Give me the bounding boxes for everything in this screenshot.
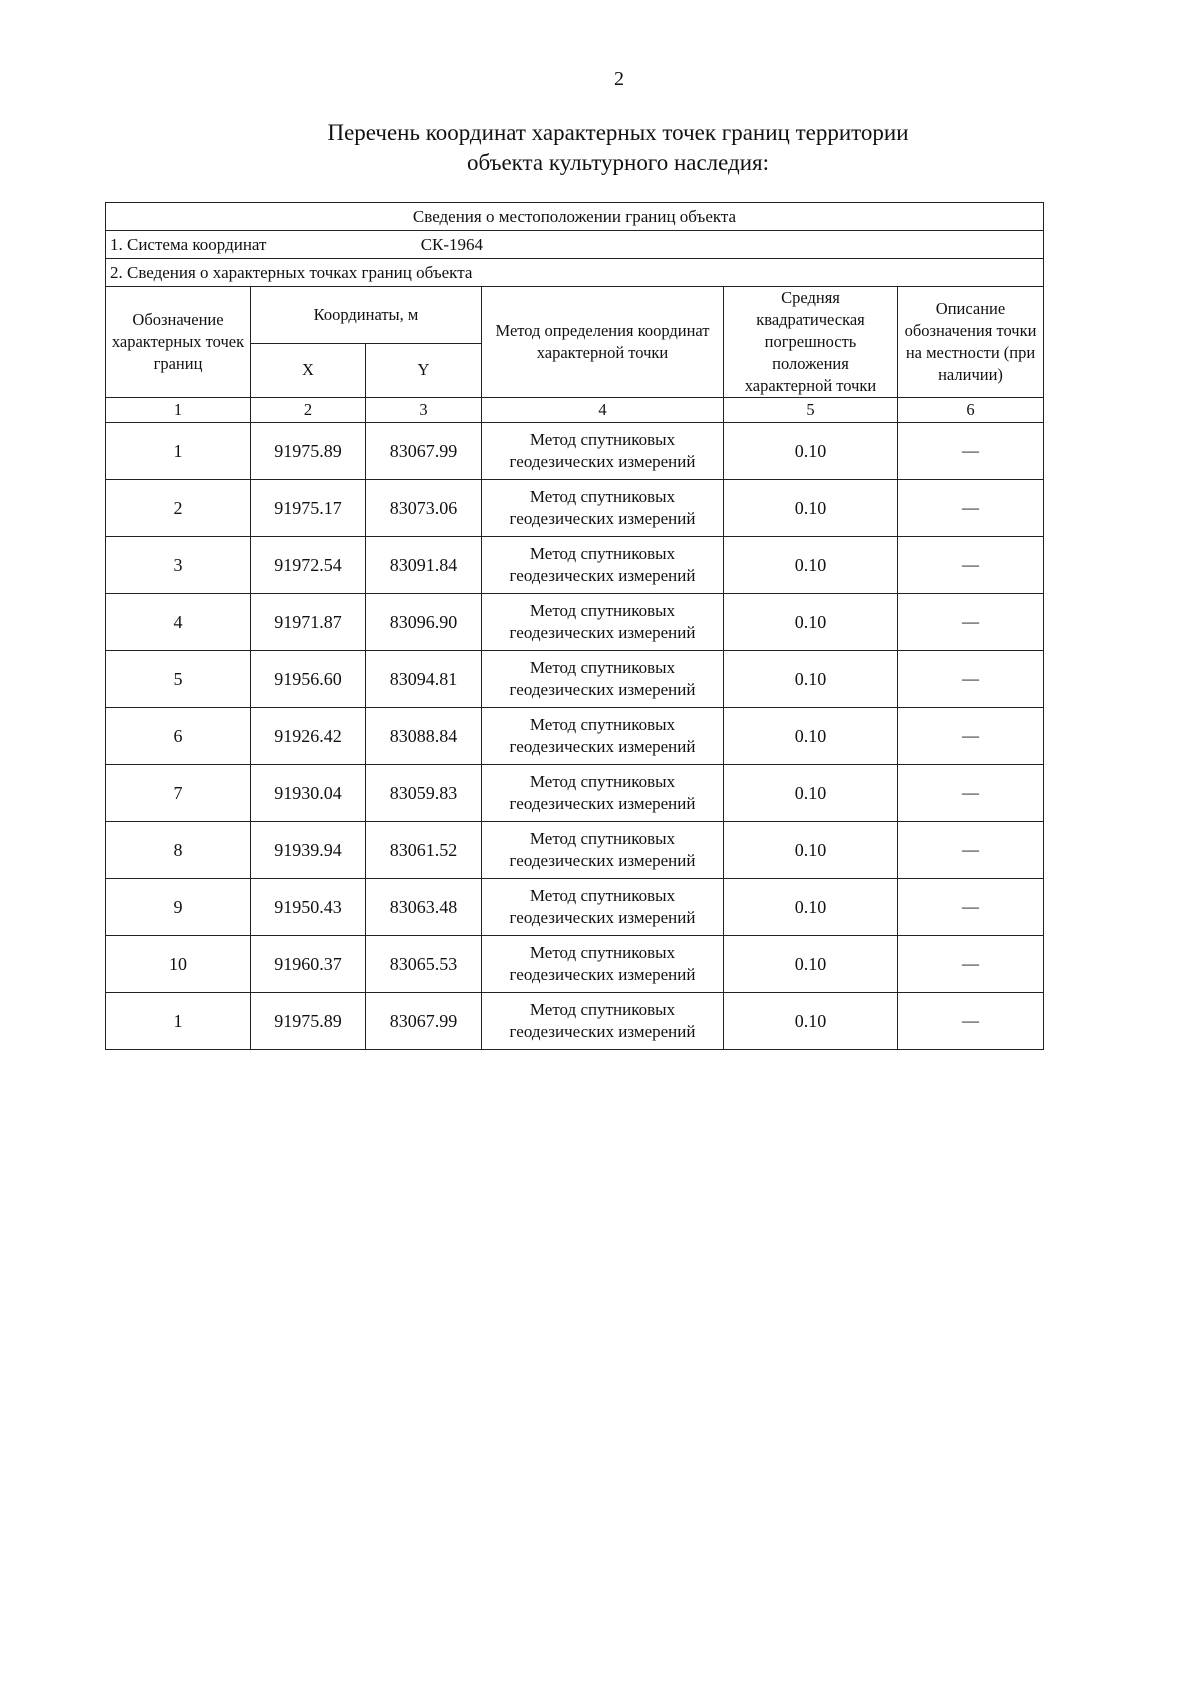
coordinate-y: 83096.90 xyxy=(366,594,482,651)
column-number: 4 xyxy=(482,398,724,423)
point-number: 5 xyxy=(106,651,251,708)
coordinate-x: 91960.37 xyxy=(251,936,366,993)
table-row xyxy=(106,594,1044,651)
point-number: 7 xyxy=(106,765,251,822)
coordinate-y: 83091.84 xyxy=(366,537,482,594)
table-row xyxy=(106,936,1044,993)
rms-error: 0.10 xyxy=(724,765,898,822)
coordinate-y: 83065.53 xyxy=(366,936,482,993)
table-row xyxy=(106,423,1044,480)
coord-system-value: СК-1964 xyxy=(420,234,484,254)
table-row xyxy=(106,822,1044,879)
method-line-2: геодезических измерений xyxy=(509,566,696,585)
column-number: 1 xyxy=(106,398,251,423)
rms-error: 0.10 xyxy=(724,423,898,480)
rms-error: 0.10 xyxy=(724,822,898,879)
coordinate-y: 83088.84 xyxy=(366,708,482,765)
description: — xyxy=(898,480,1044,537)
method-line-2: геодезических измерений xyxy=(509,509,696,528)
coordinate-x: 91939.94 xyxy=(251,822,366,879)
coordinates-table xyxy=(105,202,1044,1050)
coordinate-y: 83094.81 xyxy=(366,651,482,708)
coordinate-x: 91930.04 xyxy=(251,765,366,822)
method-cell xyxy=(482,594,724,651)
point-number: 6 xyxy=(106,708,251,765)
column-numbers-row xyxy=(106,398,1044,423)
coordinate-y: 83067.99 xyxy=(366,423,482,480)
method-line-1: Метод спутниковых xyxy=(529,886,676,905)
column-number: 5 xyxy=(724,398,898,423)
coord-system-row xyxy=(106,231,1044,259)
description: — xyxy=(898,993,1044,1050)
description: — xyxy=(898,423,1044,480)
rms-error: 0.10 xyxy=(724,879,898,936)
method-cell xyxy=(482,651,724,708)
point-number: 4 xyxy=(106,594,251,651)
method-line-2: геодезических измерений xyxy=(509,965,696,984)
coordinate-x: 91950.43 xyxy=(251,879,366,936)
table-row xyxy=(106,993,1044,1050)
method-cell xyxy=(482,708,724,765)
description: — xyxy=(898,765,1044,822)
coordinate-x: 91971.87 xyxy=(251,594,366,651)
coordinate-y: 83073.06 xyxy=(366,480,482,537)
table-row xyxy=(106,708,1044,765)
point-number: 8 xyxy=(106,822,251,879)
method-line-1: Метод спутниковых xyxy=(529,772,676,791)
table-caption: Сведения о местоположении границ объекта xyxy=(106,203,1044,231)
method-cell xyxy=(482,822,724,879)
coordinate-x: 91926.42 xyxy=(251,708,366,765)
method-cell xyxy=(482,423,724,480)
header-method: Метод определения координат характерной точки xyxy=(482,287,724,398)
method-line-1: Метод спутниковых xyxy=(529,601,676,620)
description: — xyxy=(898,879,1044,936)
method-line-1: Метод спутниковых xyxy=(529,943,676,962)
header-coordinates: Координаты, м xyxy=(251,287,482,344)
description: — xyxy=(898,822,1044,879)
description: — xyxy=(898,537,1044,594)
method-line-2: геодезических измерений xyxy=(509,623,696,642)
page-number: 2 xyxy=(614,68,624,90)
coordinate-y: 83059.83 xyxy=(366,765,482,822)
method-line-2: геодезических измерений xyxy=(509,794,696,813)
table-row xyxy=(106,537,1044,594)
coordinate-x: 91975.89 xyxy=(251,423,366,480)
header-rms-error: Средняя квадратическая погрешность положения характерной точки xyxy=(724,287,898,398)
method-cell xyxy=(482,537,724,594)
table-row xyxy=(106,879,1044,936)
table-header xyxy=(106,203,1044,423)
rms-error: 0.10 xyxy=(724,651,898,708)
point-number: 3 xyxy=(106,537,251,594)
rms-error: 0.10 xyxy=(724,537,898,594)
points-section-label: 2. Сведения о характерных точках границ объекта xyxy=(106,259,1044,287)
method-cell xyxy=(482,480,724,537)
method-line-1: Метод спутниковых xyxy=(529,715,676,734)
method-line-1: Метод спутниковых xyxy=(529,487,676,506)
point-number: 9 xyxy=(106,879,251,936)
rms-error: 0.10 xyxy=(724,936,898,993)
description: — xyxy=(898,651,1044,708)
method-cell xyxy=(482,765,724,822)
method-line-2: геодезических измерений xyxy=(509,452,696,471)
method-line-2: геодезических измерений xyxy=(509,737,696,756)
coordinate-x: 91975.89 xyxy=(251,993,366,1050)
document-title xyxy=(200,118,1036,178)
column-number: 6 xyxy=(898,398,1044,423)
rms-error: 0.10 xyxy=(724,708,898,765)
coordinate-x: 91972.54 xyxy=(251,537,366,594)
rms-error: 0.10 xyxy=(724,993,898,1050)
rms-error: 0.10 xyxy=(724,594,898,651)
column-number: 3 xyxy=(366,398,482,423)
method-line-2: геодезических измерений xyxy=(509,908,696,927)
coordinate-y: 83063.48 xyxy=(366,879,482,936)
header-y: Y xyxy=(366,343,482,397)
point-number: 1 xyxy=(106,993,251,1050)
header-description: Описание обозначения точки на местности (при наличии) xyxy=(898,287,1044,398)
point-number: 1 xyxy=(106,423,251,480)
document-title-line-2: объекта культурного наследия: xyxy=(466,150,770,175)
header-x: X xyxy=(251,343,366,397)
method-cell xyxy=(482,936,724,993)
method-cell xyxy=(482,993,724,1050)
document-title-line-1: Перечень координат характерных точек границ территории xyxy=(327,120,909,145)
coordinate-x: 91956.60 xyxy=(251,651,366,708)
method-line-2: геодезических измерений xyxy=(509,1022,696,1041)
coordinate-y: 83067.99 xyxy=(366,993,482,1050)
table-row xyxy=(106,480,1044,537)
coordinate-y: 83061.52 xyxy=(366,822,482,879)
point-number: 2 xyxy=(106,480,251,537)
method-line-2: геодезических измерений xyxy=(509,851,696,870)
coordinate-x: 91975.17 xyxy=(251,480,366,537)
column-number: 2 xyxy=(251,398,366,423)
description: — xyxy=(898,936,1044,993)
point-number: 10 xyxy=(106,936,251,993)
method-cell xyxy=(482,879,724,936)
method-line-1: Метод спутниковых xyxy=(529,658,676,677)
coord-system-label: 1. Система координат xyxy=(110,234,267,254)
method-line-1: Метод спутниковых xyxy=(529,1000,676,1019)
rms-error: 0.10 xyxy=(724,480,898,537)
table-row xyxy=(106,651,1044,708)
description: — xyxy=(898,708,1044,765)
table-body xyxy=(106,423,1044,1050)
header-point-designation: Обозначение характерных точек границ xyxy=(106,287,251,398)
description: — xyxy=(898,594,1044,651)
method-line-1: Метод спутниковых xyxy=(529,829,676,848)
method-line-1: Метод спутниковых xyxy=(529,544,676,563)
method-line-1: Метод спутниковых xyxy=(529,430,676,449)
table-row xyxy=(106,765,1044,822)
method-line-2: геодезических измерений xyxy=(509,680,696,699)
